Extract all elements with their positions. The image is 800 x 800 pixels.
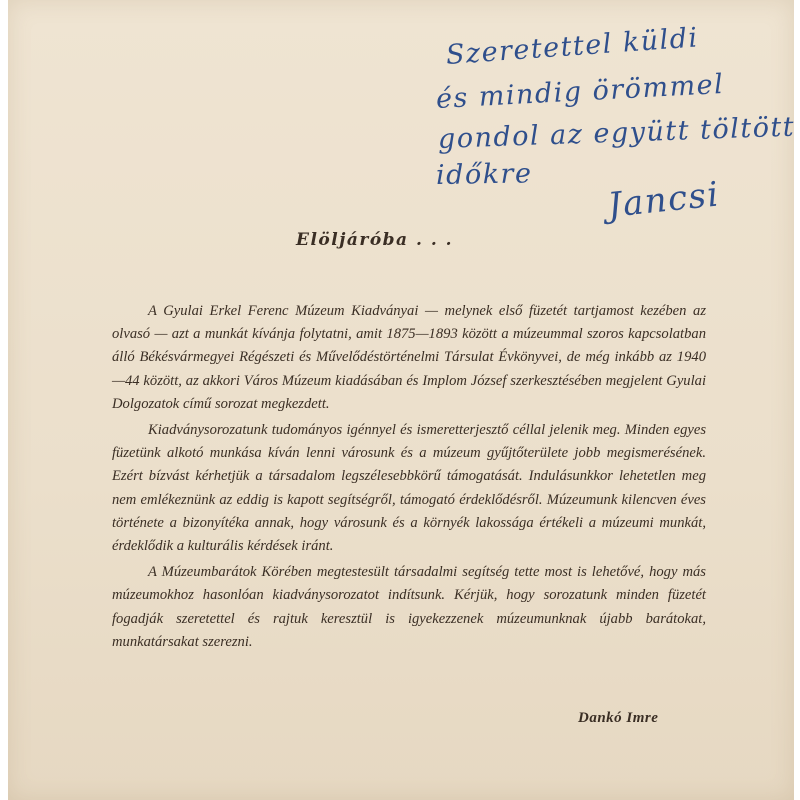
inscription-line: Szeretettel küldi	[444, 22, 700, 71]
author-signature: Dankó Imre	[578, 710, 659, 726]
inscription-line: időkre	[435, 158, 533, 191]
inscription-line: gondol az együtt töltött	[437, 111, 796, 155]
inscription-line: és mindig örömmel	[435, 68, 725, 115]
paragraph: A Múzeumbarátok Körében megtestesült társadalmi segítség tette most is lehetővé, hogy más múzeumokhoz hasonlóan kiadványsorozatot indítsunk. Kérjük, hogy sorozatunk minden füzetét fogadják szeretettel és rajtuk keresztül is igyekezzenek múzeumunknak újabb barátokat, munkatársakat szerezni.	[112, 564, 706, 650]
paragraph: Kiadványsorozatunk tudományos igénnyel és ismeretterjesztő céllal jelenik meg. Minden egyes füzetünk alkotó munkása kíván lenni városunk és a múzeum gyűjtőterülete jobb megismerésének. Ezért bízvást kérhetjük a társadalom legszélesebbkörű támogatását. Indulásunkkor lehetetlen meg nem emlékeznünk az eddig is kapott segítségről, támogató érdeklődésről. Múzeumunk kilencven éves története a bizonyítéka annak, hogy városunk és a környék lakossága értékeli a múzeumi munkát, érdeklődik a kulturális kérdések iránt.	[112, 422, 706, 555]
paragraph: A Gyulai Erkel Ferenc Múzeum Kiadványai — melynek első füzetét tartjamost kezében az olvasó — azt a munkát kívánja folytatni, amit 1875—1893 között a múzeummal szoros kapcsolatban álló Békésvármegyei Régészeti és Művelődéstörténelmi Társulat Évkönyvei, de még inkább az 1940—44 között, az akkori Város Múzeum kiadásában és Implom József szerkesztésében megjelent Gyulai Dolgozatok című sorozat megkezdett.	[112, 303, 706, 412]
handwritten-inscription	[0, 0, 800, 250]
preface-body	[112, 300, 706, 657]
page-title: Elöljáróba . . .	[296, 230, 454, 250]
inscription-signature: Jancsi	[605, 174, 722, 226]
